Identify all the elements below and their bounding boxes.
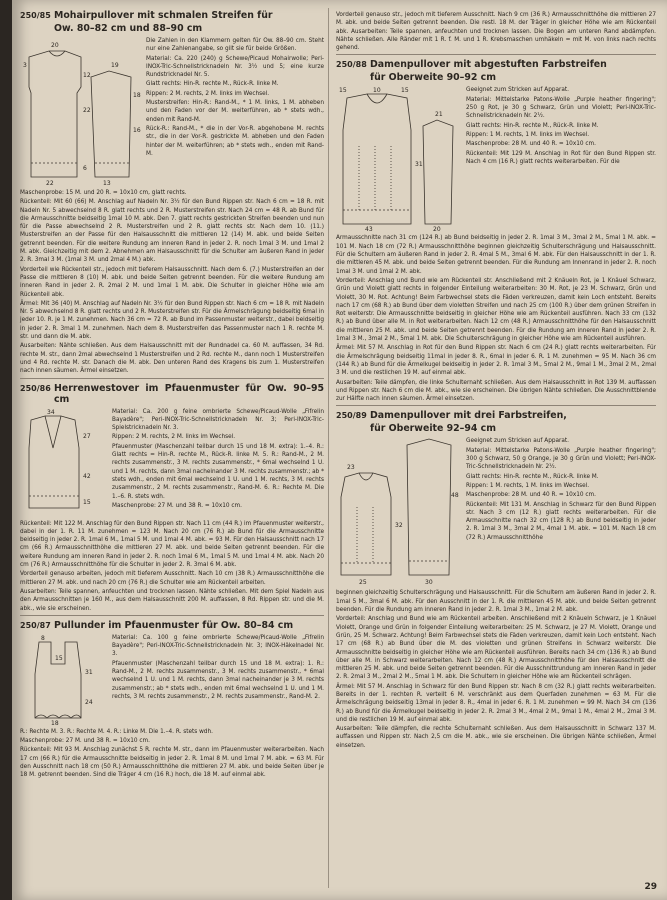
diagram-label: 22	[83, 107, 91, 114]
paragraph: Maschenprobe: 27 M. und 38 R. = 10x10 cm.	[112, 500, 242, 509]
diagram-label: 8	[41, 634, 45, 642]
diagram-label: 15	[401, 87, 409, 95]
diagram-label: 27	[83, 432, 91, 440]
paragraph: Ausarbeiten: Nähte schließen. Aus dem Halsausschnitt mit der Rundnadel ca. 60 M. auffassen, 34 Rd. rechte M. str., dann 2mal abwechselnd 1 Musterstreifen und 2 Rd. rechte M., dann noch 1 Musterstreifen und 4 Rd. rechte M. str. Danach die M. abk. Den unteren Rand des Kragens bis zum 1. Musterstreifen nach innen säumen. Ärmel einsetzen.	[20, 341, 324, 375]
paragraph: Ärmel: Mit 57 M. Anschlag in Rot für den Bund Rippen str. Nach 6 cm (24 R.) glatt rechts weiterarbeiten. Für die Ärmelschrägung beidseitig 11mal in jeder 8. R., 6mal in jeder 6. R. 1 M. zunehmen = 95 M. Nach 36 cm (144 R.) ab Bund für die Ärmelkugel beidseitig in jeder 2. R. 1mal 3 M., 5mal 2 M., 9mal 1 M., 3mal 2 M., 2mal 3 M. und die restlichen 19 M. auf einmal abk.	[336, 343, 656, 377]
article-title: Herrenwestover im Pfauenmuster für Ow. 90–95 cm	[54, 382, 324, 405]
section-divider	[20, 378, 324, 379]
column-divider	[328, 8, 329, 888]
paragraph: Material: Ca. 100 g feine ombrierte Schewe/Picaud-Wolle „Fifrelin Bayadère"; Peri-INOX-Tric-Schnellstricknadeln Nr. 3; INOX-Häkelnadel Nr. 3.	[112, 632, 324, 658]
diagram-label: 16	[133, 127, 141, 134]
pattern-diagram	[20, 36, 140, 188]
magazine-page	[12, 0, 667, 900]
paragraph: Ärmel: Mit 57 M. Anschlag in Schwarz für den Bund Rippen str. Nach 8 cm (32 R.) glatt rechts weiterarbeiten. Bereits in der 1. rechten R. verteilt 6 M. verschränkt aus dem Querfaden zunehmen = 63 M. Für die Ärmelschrägung beidseitig 13mal in jeder 8. R., 4mal in jeder 6. R. 1 M. zunehmen = 99 M. Nach 34 cm (136 R.) ab Bund für die Ärmelkugel beidseitig in jeder 2. R. 2mal 3 M., 4mal 2 M., 9mal 1 M., 4mal 2 M., 2mal 3 M. und die restlichen 19 M. auf einmal abk.	[336, 681, 656, 723]
paragraph: Material: Mittelstarke Patons-Wolle „Purple heather fingering"; 250 g Rot, je 30 g Schwarz, Grün und Violett; Peri-INOX-Tric-Schnellstricknadeln Nr. 2½.	[466, 94, 656, 120]
diagram-label: 15	[55, 654, 63, 662]
diagram-label: 22	[46, 180, 54, 187]
diagram-label: 20	[51, 42, 59, 49]
article-250-86	[20, 383, 324, 612]
diagram-label: 18	[133, 92, 141, 99]
paragraph: Rippen: 1 M. rechts, 1 M. links im Wechsel.	[466, 129, 590, 138]
section-divider	[336, 54, 656, 55]
paragraph: Geeignet zum Stricken auf Apparat.	[466, 85, 570, 94]
pattern-diagram	[20, 633, 106, 727]
right-column	[336, 10, 656, 750]
article-title: Pullunder im Pfauenmuster für Ow. 80–84 cm	[54, 619, 294, 631]
article-subtitle: Ow. 80–82 cm und 88–90 cm	[54, 23, 203, 34]
diagram-label: 32	[395, 522, 403, 530]
paragraph: Ausarbeiten: Teile dämpfen, die linke Schulternaht schließen. Aus dem Halsausschnitt in Rot 139 M. auffassen und Rippen str. Nach 6 cm die M. abk., wie sie erscheinen. Die übrigen Nähte schließen. Die Ausschnittblende zur Hälfte nach innen säumen. Ärmel einsetzen.	[336, 377, 656, 403]
article-heading	[336, 410, 656, 421]
pattern-diagram	[20, 407, 106, 519]
diagram-label: 19	[111, 62, 119, 69]
paragraph: Ärmel: Mit 36 (40) M. Anschlag auf Nadeln Nr. 3½ für den Bund Rippen str. Nach 6 cm = 18 R. mit Nadeln Nr. 5 abwechselnd 8 R. glatt rechts und 2 R. Musterstreifen str. Für die Ärmelschrägung beidseitig 6mal in jeder 10. R. je 1 M. zunehmen. Nach 36 cm = 72 R. ab Bund im Passenmuster weiterstr., dabei beidseitig in jeder 2. R. 3mal 1 M. zunehmen. Nach dem 8. Musterstreifen das Passenmuster nach 1 R. rechte M. str. und dann die M. abk.	[20, 298, 324, 341]
diagram-label: 10	[373, 87, 381, 95]
paragraph: Maschenprobe: 27 M. und 38 R. = 10x10 cm.	[20, 736, 150, 745]
article-title: Damenpullover mit abgestuften Farbstreifen	[370, 59, 607, 71]
paragraph: beginnen gleichzeitig Schulterschrägung und Halsausschnitt. Für die Schultern am äußeren Rand in jeder 2. R. 1mal 5 M., 3mal 6 M. abk. Für den Ausschnitt in der 1. R. die mittleren 45 M. abk. und beide Seiten getrennt beenden. Für die Rundung am inneren Rand in jeder 2. R. 1mal 3 M., 1mal 2 M. abk.	[336, 588, 656, 614]
diagram-label: 31	[85, 668, 93, 676]
paragraph: Geeignet zum Stricken auf Apparat.	[466, 436, 570, 445]
paragraph: Vorderteil genauso arbeiten, jedoch mit tieferem Ausschnitt. Nach 10 cm (38 R.) Armausschnitthöhe die mittleren 27 M. abk. und nach 20 cm (76 R.) die Schulter wie am Rückenteil arbeiten.	[20, 569, 324, 586]
paragraph: Maschenprobe: 28 M. und 40 R. = 10x10 cm.	[466, 139, 596, 148]
paragraph: Glatt rechts: Hin-R. rechte M., Rück-R. linke M.	[466, 471, 599, 480]
paragraph: R.: Rechte M. 3. R.: Rechte M. 4. R.: Linke M. Die 1.–4. R. stets wdh.	[20, 726, 213, 735]
section-divider	[336, 405, 656, 406]
article-title: Mohairpullover mit schmalen Streifen für	[54, 10, 273, 21]
diagram-label: 18	[51, 719, 59, 727]
paragraph: Rückenteil: Mit 122 M. Anschlag für den Bund Rippen str. Nach 11 cm (44 R.) im Pfauenmuster weiterstr., dabei in der 1. R. 11 M. zunehmen = 123 M. Nach 20 cm (76 R.) ab Bund für die Armausschnitte beidseitig in jeder 2. R. 1mal 6 M., 1mal 5 M. und 1mal 4 M. abk. = 93 M. Für den Halsausschnitt nach 17 cm (66 R.) Armausschnitthöhe die mittleren 27 M. abk. und beide Seiten getrennt beenden. Für die weitere Rundung am inneren Rand in jeder 2. R. noch 1mal 6 M., 1mal 5 M. und 1mal 4 M. abk. Nach 20 cm (76 R.) Armausschnitthöhe für die Schulter in jeder 2. R. 3mal 6 M. abk.	[20, 518, 324, 569]
diagram-label: 30	[425, 579, 433, 587]
paragraph: Material: Ca. 220 (240) g Schewe/Picaud Mohairwolle; Peri-INOX-Tric-Schnellstricknadeln Nr. 3½ und 5; eine kurze Rundstricknadel Nr. 5.	[146, 53, 324, 79]
article-subtitle: für Oberweite 92–94 cm	[370, 423, 497, 435]
diagram-label: 15	[83, 498, 91, 506]
paragraph: Pfauenmuster (Maschenzahl teilbar durch 15 und 18 M. extra): 1. R.: Rand-M., 2 M. rechts zusammenstr., 3 M. rechts zusammenstr., * 6mal wechselnd 1 U. und 1 M. rechts, dann 3mal nacheinander je 3 M. rechts zusammenstr.; ab * stets wdh., enden mit 6mal wechselnd 1 U. und 1 M. rechts, 3 M. rechts zusammenstr., 2 M. rechts zusammenstr., Rand-M. 2.	[112, 658, 324, 700]
article-heading	[20, 383, 324, 405]
paragraph: Rückenteil: Mit 129 M. Anschlag in Rot für den Bund Rippen str. Nach 4 cm (16 R.) glatt rechts weiterarbeiten. Für die	[466, 148, 656, 165]
article-heading	[336, 59, 656, 70]
diagram-label: 31	[415, 161, 423, 169]
paragraph: Material: Mittelstarke Patons-Wolle „Purple heather fingering"; 300 g Schwarz, 50 g Orange, je 30 g Grün und Violett; Peri-INOX-Tric-Schnellstricknadeln Nr. 2½.	[466, 445, 656, 471]
paragraph: Maschenprobe: 15 M. und 20 R. = 10x10 cm, glatt rechts.	[20, 188, 187, 196]
paragraph: Material: Ca. 200 g feine ombrierte Schewe/Picaud-Wolle „Fifrelin Bayadère"; Peri-INOX-Tric-Schnellstricknadeln Nr. 3; Peri-INOX-Tric-Spielstricknadeln Nr. 3.	[112, 406, 324, 432]
diagram-label: 6	[83, 165, 87, 172]
diagram-label: 42	[83, 472, 91, 480]
paragraph: Musterstreifen: Hin-R.: Rand-M., * 1 M. links, 1 M. abheben und den Faden vor der M. weiterführen, ab * stets wdh., enden mit Rand-M.	[146, 98, 324, 123]
diagram-label: 34	[47, 408, 55, 416]
article-250-85	[20, 10, 324, 375]
paragraph: Rippen: 1 M. rechts, 1 M. links im Wechsel.	[466, 480, 590, 489]
paragraph: Rippen: 2 M. rechts, 2 M. links im Wechsel.	[146, 88, 270, 97]
left-column	[20, 10, 324, 780]
diagram-label: 20	[433, 226, 441, 234]
paragraph: Die Zahlen in den Klammern gelten für Ow. 88–90 cm. Steht nur eine Zahlenangabe, so gilt sie für beide Größen.	[146, 36, 324, 53]
article-250-87	[20, 620, 324, 779]
diagram-label: 21	[435, 111, 443, 119]
page-number: 29	[644, 882, 657, 892]
article-number: 250/87	[20, 620, 51, 630]
diagram-label: 25	[359, 579, 367, 587]
diagram-label: 43	[365, 226, 373, 234]
article-number: 250/85	[20, 11, 51, 20]
paragraph: Rippen: 2 M. rechts, 2 M. links im Wechsel.	[112, 432, 236, 441]
pattern-diagram	[336, 436, 460, 588]
paragraph: Rückenteil: Mit 131 M. Anschlag in Schwarz für den Bund Rippen str. Nach 3 cm (12 R.) glatt rechts weiterarbeiten. Für die Armausschnitte nach 32 cm (128 R.) ab Bund beidseitig in jeder 2. R. 1mal 3 M., 3mal 2 M., 4mal 1 M. abk. = 101 M. Nach 18 cm (72 R.) Armausschnitthöhe	[466, 499, 656, 541]
paragraph: Vorderteil: Anschlag und Bund wie am Rückenteil str. Anschließend mit 2 Knäueln Rot, je 1 Knäuel Schwarz, Grün und Violett glatt rechts in folgender Einteilung weiterarbeiten: 30 M. Rot, je 23 M. Schwarz, Grün und Violett, 30 M. Rot. Achtung! Beim Farbwechsel stets die Fäden verkreuzen, damit kein Loch entsteht. Bereits nach 17 cm (68 R.) ab Bund über dem violetten Streifen und nach 25 cm (100 R.) über dem grünen Streifen in Rot weiterstr. Die Armausschnitte beidseitig in gleicher Höhe wie am Rückenteil ausführen. Nach 33 cm (132 R.) ab Bund über alle M. in Rot weiterarbeiten. Nach 12 cm (48 R.) Armausschnitthöhe für den Halsausschnitt die mittleren 25 M. abk. und beide Seiten getrennt beenden. Für die Rundung am inneren Rand in jeder 2. R. 1mal 3 M., 3mal 2 M., 5mal 1 M. abk. Die Schulterschrägung in gleicher Höhe wie am Rückenteil ausführen.	[336, 275, 656, 343]
article-number: 250/89	[336, 411, 367, 421]
paragraph: Ausarbeiten: Teile spannen, anfeuchten und trocknen lassen. Nähte schließen. Mit dem Spiel Nadeln aus den Armausschnitten je 160 M., aus dem Halsausschnitt 200 M. auffassen, 8 Rd. Rippen str. und die M. abk., wie sie erscheinen.	[20, 586, 324, 612]
paragraph: Armausschnitte nach 31 cm (124 R.) ab Bund beidseitig in jeder 2. R. 1mal 3 M., 3mal 2 M., 5mal 1 M. abk. = 101 M. Nach 18 cm (72 R.) Armausschnitthöhe beginnen gleichzeitig Schulterschrägung und Halsausschnitt. Für die Schultern am äußeren Rand in jeder 2. R. 4mal 5 M., 3mal 6 M. abk. Für den Halsausschnitt in der 1. R. die mittleren 45 M. abk. und beide Seiten getrennt beenden. Für die Rundung am Innenrand in jeder 2. R. noch 1mal 3 M. und 1mal 2 M. abk.	[336, 233, 656, 275]
article-heading	[20, 10, 324, 21]
paragraph: Pfauenmuster (Maschenzahl teilbar durch 15 und 18 M. extra): 1.–4. R.: Glatt rechts = Hin-R. rechte M., Rück-R. linke M. 5. R.: Rand-M., 2 M. rechts zusammenstr., 3 M. rechts zusammenstr., * 6mal wechselnd 1 U. und 1 M. rechts, dann 3mal nacheinander 3 M. rechts zusammenstr.; ab * stets wdh., enden mit 6mal wechselnd 1 U. und 1 M. rechts, 3 M. rechts zusammenstr., 2 M. rechts zusammenstr., Rand-M. 6. R.: Rechte M. Die 1.–6. R. stets wdh.	[112, 441, 324, 500]
pattern-diagram	[336, 85, 460, 233]
paragraph: Vorderteil: Anschlag und Bund wie am Rückenteil arbeiten. Anschließend mit 2 Knäueln Schwarz, je 1 Knäuel Violett, Orange und Grün in folgender Einteilung weiterarbeiten: 25 M. Schwarz, je 27 M. Violett, Orange und Grün, 25 M. Schwarz. Achtung! Beim Farbwechsel stets die Fäden verkreuzen, damit kein Loch entsteht. Nach 17 cm (68 R.) ab Bund über die M. des violetten und grünen Streifens in Schwarz weiterstr. Die Armausschnitte beidseitig in gleicher Höhe wie am Rückenteil ausführen. Bereits nach 34 cm (136 R.) ab Bund über alle M. in Schwarz weiterarbeiten. Nach 12 cm (48 R.) Armausschnitthöhe für den Halsausschnitt die mittleren 25 M. abk. und beide Seiten getrennt beenden. Für die Ausschnittrundung am inneren Rand in jeder 2. R. 2mal 3 M., 2mal 2 M., 5mal 1 M. abk. Die Schultern in gleicher Höhe wie am Rückenteil schrägen.	[336, 614, 656, 681]
paragraph: Maschenprobe: 28 M. und 40 R. = 10x10 cm.	[466, 490, 596, 499]
article-subtitle: für Oberweite 90–92 cm	[370, 72, 497, 84]
paragraph: Glatt rechts: Hin-R. rechte M., Rück-R. linke M.	[146, 79, 279, 88]
paragraph: Rück-R.: Rand-M., * die in der Vor-R. abgehobene M. rechts str., die in der Vor-R. gestrickte M. abheben und den Faden hinter der M. weiterführen; ab * stets wdh., enden mit Rand-M.	[146, 123, 324, 157]
paragraph: Vorderteil wie Rückenteil str., jedoch mit tieferem Halsausschnitt. Nach dem 6. (7.) Musterstreifen an der Passe die mittleren 8 (10) M. abk. und beide Seiten getrennt beenden. Für die weitere Rundung am inneren Rand in jeder 2. R. 2mal 2 M. und 1mal 1 M. abk. Die Schulter in gleicher Höhe wie am Rückenteil abk.	[20, 264, 324, 298]
paragraph: Glatt rechts: Hin-R. rechte M., Rück-R. linke M.	[466, 120, 599, 129]
diagram-label: 13	[103, 180, 111, 187]
article-number: 250/88	[336, 60, 367, 70]
article-heading	[20, 620, 324, 631]
article-title: Damenpullover mit drei Farbstreifen,	[370, 410, 567, 422]
article-250-88	[336, 59, 656, 402]
paragraph: Rückenteil: Mit 60 (66) M. Anschlag auf Nadeln Nr. 3½ für den Bund Rippen str. Nach 6 cm = 18 R. mit Nadeln Nr. 5 abwechselnd 8 R. glatt rechts und 2 R. Musterstreifen str. Nach 24 cm = 48 R. ab Bund für die Armausschnitte beidseitig 1mal 10 M. abk. Den 7. glatt rechts gestrickten Streifen beenden und nun für die Passe abwechselnd 2 R. Musterstreifen und 2 R. glatt rechts str. Nach dem 10. (11.) Musterstreifen an der Passe für den Halsausschnitt die mittleren 12 (14) M. abk. und beide Seiten getrennt beenden. Für die weitere Rundung am inneren Rand in jeder 2. R. noch 1mal 3 M. und 1mal 2 M. abk. Gleichzeitig mit dem 2. Abnehmen am Halsausschnitt für die Schulter am äußeren Rand in jeder 2. R. 3mal 3 M. (1mal 3 M. und 2mal 4 M.) abk.	[20, 197, 324, 264]
diagram-label: 12	[83, 72, 91, 79]
diagram-label: 3	[23, 62, 27, 69]
article-number: 250/86	[20, 383, 51, 393]
section-divider	[20, 615, 324, 616]
paragraph: Rückenteil: Mit 93 M. Anschlag zunächst 5 R. rechte M. str., dann im Pfauenmuster weiterarbeiten. Nach 17 cm (66 R.) für die Armausschnitte beidseitig in jeder 2. R. 1mal 8 M. und 1mal 7 M. abk. = 63 M. Für den Ausschnitt nach 18 cm (50 R.) Armausschnitthöhe die mittleren 27 M. abk. und beide Seiten über je 18 M. getrennt beenden. Sind die Träger 4 cm (16 R.) hoch, die 18 M. auf einmal abk.	[20, 745, 324, 779]
diagram-label: 23	[347, 464, 355, 472]
diagram-label: 15	[339, 87, 347, 95]
article-250-89	[336, 410, 656, 749]
paragraph: Ausarbeiten: Teile dämpfen, die rechte Schulternaht schließen. Aus dem Halsausschnitt in Schwarz 137 M. auffassen und Rippen str. Nach 2,5 cm die M. abk., wie sie erscheinen. Die übrigen Nähte schließen, Ärmel einsetzen.	[336, 724, 656, 749]
diagram-label: 24	[85, 698, 93, 706]
continuation-paragraph: Vorderteil genauso str., jedoch mit tieferem Ausschnitt. Nach 9 cm (36 R.) Armausschnitthöhe die mittleren 27 M. abk. und beide Seiten getrennt beenden. Die restl. 18 M. der Träger in gleicher Höhe wie am Rückenteil abk. Ausarbeiten: Teile spannen, anfeuchten und trocknen lassen. Die Bogen am unteren Rand abdämpfen. Nähte schließen. Alle Ränder mit 1 R. f. M. und 1 R. Krebsmaschen umhäkeln = mit M. von links nach rechts gehend.	[336, 10, 656, 52]
diagram-label: 48	[451, 492, 459, 500]
